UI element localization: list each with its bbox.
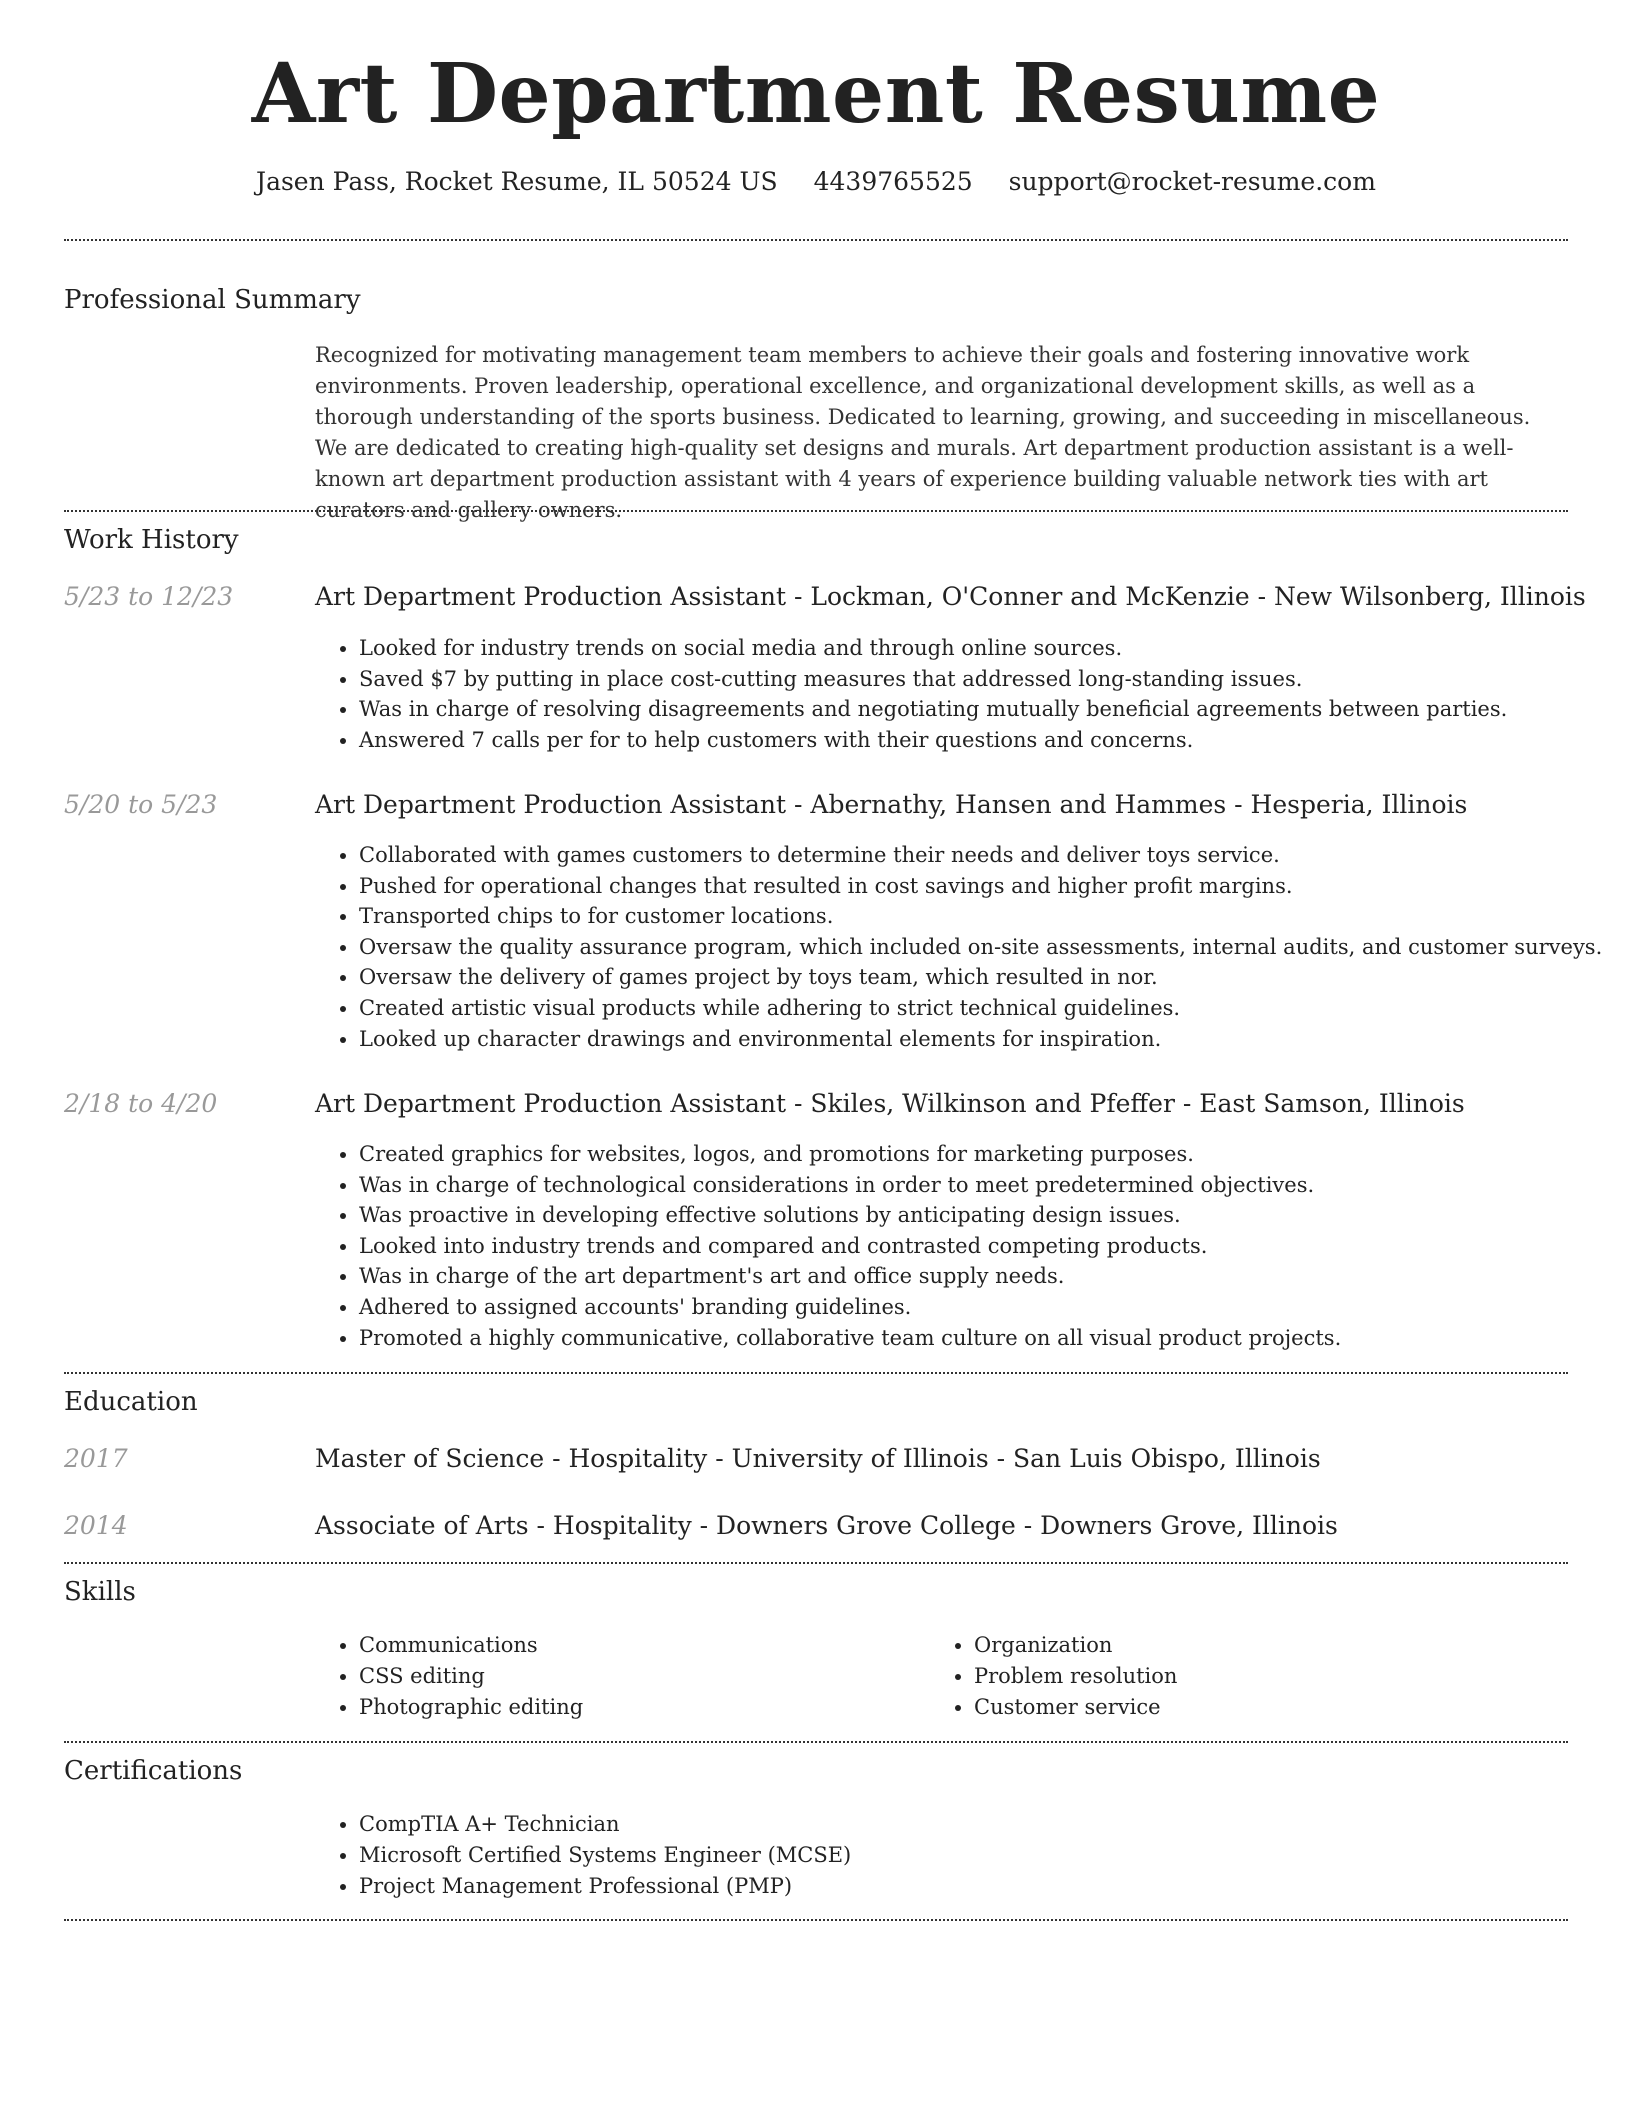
job-bullets — [315, 1139, 1609, 1353]
list-item: • Adhered to assigned accounts' branding guidelines. — [359, 1292, 1609, 1323]
section-title-summary: Professional Summary — [64, 285, 361, 315]
education-heading: Associate of Arts - Hospitality - Downers Grove College - Downers Grove, Illinois — [315, 1511, 1338, 1540]
section-divider — [64, 1741, 1568, 1743]
resume-header — [0, 0, 1632, 200]
section-title-skills: Skills — [64, 1577, 136, 1607]
list-item: • Looked into industry trends and compared and contrasted competing products. — [359, 1231, 1609, 1262]
contact-line — [0, 164, 1632, 200]
skills-list-right — [930, 1630, 1534, 1723]
education-heading: Master of Science - Hospitality - University of Illinois - San Luis Obispo, Illinois — [315, 1444, 1321, 1473]
list-item: • Photographic editing — [359, 1692, 919, 1723]
list-item: • Microsoft Certified Systems Engineer (MCSE) — [359, 1840, 1609, 1871]
list-item: • Was in charge of the art department's art and office supply needs. — [359, 1261, 1609, 1292]
certifications-list — [315, 1809, 1609, 1902]
section-divider — [64, 1562, 1568, 1564]
list-item: • Looked up character drawings and environmental elements for inspiration. — [359, 1024, 1609, 1055]
list-item: • Transported chips to for customer locations. — [359, 901, 1609, 932]
job-heading: Art Department Production Assistant - Skiles, Wilkinson and Pfeffer - East Samson, Illinois — [315, 1089, 1465, 1118]
contact-phone: 4439765525 — [813, 167, 973, 196]
education-year: 2017 — [64, 1444, 128, 1473]
list-item: • CompTIA A+ Technician — [359, 1809, 1609, 1840]
job-heading: Art Department Production Assistant - Abernathy, Hansen and Hammes - Hesperia, Illinois — [315, 790, 1468, 819]
list-item: • Answered 7 calls per for to help customers with their questions and concerns. — [359, 725, 1609, 756]
list-item: • Was in charge of technological considerations in order to meet predetermined objectives. — [359, 1170, 1609, 1201]
section-title-work-history: Work History — [64, 525, 239, 555]
list-item: • Oversaw the quality assurance program, which included on-site assessments, internal audits, and customer surveys. — [359, 932, 1609, 963]
job-dates: 2/18 to 4/20 — [64, 1089, 218, 1118]
list-item: • Promoted a highly communicative, collaborative team culture on all visual product projects. — [359, 1323, 1609, 1354]
skills-list-left — [315, 1630, 919, 1723]
resume-title: Art Department Resume — [251, 46, 1381, 142]
list-item: • Was in charge of resolving disagreements and negotiating mutually beneficial agreements between parties. — [359, 694, 1609, 725]
list-item: • Organization — [974, 1630, 1534, 1661]
job-bullets — [315, 633, 1609, 755]
list-item: • Customer service — [974, 1692, 1534, 1723]
list-item: • Created artistic visual products while adhering to strict technical guidelines. — [359, 993, 1609, 1024]
section-divider — [64, 510, 1568, 512]
section-title-certifications: Certifications — [64, 1756, 243, 1786]
list-item: • Was proactive in developing effective solutions by anticipating design issues. — [359, 1200, 1609, 1231]
education-year: 2014 — [64, 1511, 128, 1540]
job-dates: 5/23 to 12/23 — [64, 582, 234, 611]
summary-text: Recognized for motivating management team members to achieve their goals and fostering innovative work environments. Proven leadership, operational excellence, and organizational development skills, as well as a thorough understanding of the sports business. Dedicated to learning, growing, and succeeding in miscellaneous. We are dedicated to creating high-quality set designs and murals. Art department production assistant is a well-known art department production assistant with 4 years of experience building valuable network ties with art curators and gallery owners. — [315, 343, 1531, 522]
contact-address: Jasen Pass, Rocket Resume, IL 50524 US — [256, 167, 778, 196]
list-item: • Saved $7 by putting in place cost-cutting measures that addressed long-standing issues. — [359, 664, 1609, 695]
list-item: • Created graphics for websites, logos, and promotions for marketing purposes. — [359, 1139, 1609, 1170]
section-title-education: Education — [64, 1387, 198, 1417]
job-heading: Art Department Production Assistant - Lockman, O'Conner and McKenzie - New Wilsonberg, Illinois — [315, 582, 1586, 611]
list-item: • Communications — [359, 1630, 919, 1661]
contact-email: support@rocket-resume.com — [1008, 167, 1376, 196]
list-item: • CSS editing — [359, 1661, 919, 1692]
list-item: • Pushed for operational changes that resulted in cost savings and higher profit margins. — [359, 871, 1609, 902]
list-item: • Project Management Professional (PMP) — [359, 1871, 1609, 1902]
section-divider — [64, 1372, 1568, 1374]
section-divider — [64, 1919, 1568, 1921]
job-bullets — [315, 840, 1609, 1054]
section-divider — [64, 239, 1568, 241]
job-dates: 5/20 to 5/23 — [64, 790, 218, 819]
list-item: • Collaborated with games customers to determine their needs and deliver toys service. — [359, 840, 1609, 871]
list-item: • Looked for industry trends on social media and through online sources. — [359, 633, 1609, 664]
list-item: • Problem resolution — [974, 1661, 1534, 1692]
list-item: • Oversaw the delivery of games project by toys team, which resulted in nor. — [359, 962, 1609, 993]
